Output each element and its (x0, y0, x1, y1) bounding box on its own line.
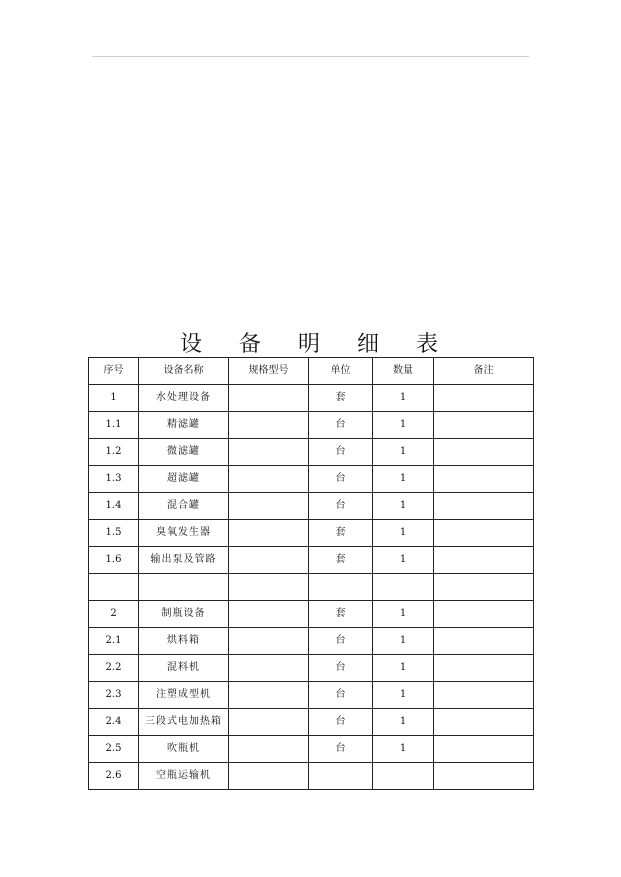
cell-seq: 1.6 (89, 547, 139, 574)
cell-name: 吹瓶机 (139, 736, 229, 763)
cell-spec (229, 385, 309, 412)
column-header-qty: 数量 (373, 358, 434, 385)
cell-qty: 1 (373, 736, 434, 763)
header-rule (92, 56, 529, 57)
cell-seq: 2.6 (89, 763, 139, 790)
cell-unit: 台 (309, 466, 373, 493)
table-row (89, 709, 534, 736)
cell-unit (309, 763, 373, 790)
cell-spec (229, 439, 309, 466)
cell-spec (229, 547, 309, 574)
cell-qty: 1 (373, 493, 434, 520)
column-header-unit: 单位 (309, 358, 373, 385)
column-header-note: 备注 (434, 358, 534, 385)
cell-name: 输出泵及管路 (139, 547, 229, 574)
table-row (89, 547, 534, 574)
cell-seq: 2.5 (89, 736, 139, 763)
cell-note (434, 628, 534, 655)
cell-unit: 套 (309, 547, 373, 574)
table-row (89, 682, 534, 709)
cell-unit: 台 (309, 655, 373, 682)
cell-note (434, 466, 534, 493)
cell-spec (229, 682, 309, 709)
cell-spec (229, 736, 309, 763)
table-row (89, 466, 534, 493)
cell-qty (373, 763, 434, 790)
cell-spec (229, 628, 309, 655)
cell-note (434, 763, 534, 790)
cell-seq: 1.1 (89, 412, 139, 439)
cell-note (434, 439, 534, 466)
cell-seq: 2.1 (89, 628, 139, 655)
cell-seq: 2.4 (89, 709, 139, 736)
equipment-table (88, 357, 534, 790)
cell-qty: 1 (373, 520, 434, 547)
cell-unit: 台 (309, 628, 373, 655)
cell-unit: 台 (309, 736, 373, 763)
cell-note (434, 601, 534, 628)
cell-qty: 1 (373, 412, 434, 439)
table-row (89, 493, 534, 520)
cell-name: 烘料箱 (139, 628, 229, 655)
cell-qty: 1 (373, 709, 434, 736)
cell-seq: 1.2 (89, 439, 139, 466)
cell-qty: 1 (373, 655, 434, 682)
cell-unit: 台 (309, 412, 373, 439)
cell-name: 超滤罐 (139, 466, 229, 493)
column-header-seq: 序号 (89, 358, 139, 385)
cell-spec (229, 412, 309, 439)
cell-unit: 套 (309, 520, 373, 547)
cell-spec (229, 601, 309, 628)
table-row (89, 439, 534, 466)
cell-name: 混料机 (139, 655, 229, 682)
cell-unit: 套 (309, 385, 373, 412)
cell-qty (373, 574, 434, 601)
cell-seq: 1.4 (89, 493, 139, 520)
cell-name (139, 574, 229, 601)
table-row (89, 385, 534, 412)
cell-spec (229, 655, 309, 682)
cell-seq: 1.5 (89, 520, 139, 547)
table-row (89, 628, 534, 655)
table-row (89, 655, 534, 682)
cell-spec (229, 493, 309, 520)
table-header-row (89, 358, 534, 385)
cell-note (434, 709, 534, 736)
cell-spec (229, 520, 309, 547)
cell-name: 水处理设备 (139, 385, 229, 412)
cell-qty: 1 (373, 682, 434, 709)
cell-name: 注塑成型机 (139, 682, 229, 709)
cell-seq: 2 (89, 601, 139, 628)
cell-qty: 1 (373, 385, 434, 412)
cell-unit: 台 (309, 439, 373, 466)
cell-name: 制瓶设备 (139, 601, 229, 628)
cell-seq (89, 574, 139, 601)
cell-qty: 1 (373, 547, 434, 574)
cell-seq: 2.2 (89, 655, 139, 682)
cell-name: 三段式电加热箱 (139, 709, 229, 736)
cell-note (434, 520, 534, 547)
cell-note (434, 682, 534, 709)
cell-qty: 1 (373, 601, 434, 628)
cell-name: 混合罐 (139, 493, 229, 520)
table-row (89, 412, 534, 439)
cell-note (434, 547, 534, 574)
cell-spec (229, 466, 309, 493)
cell-spec (229, 574, 309, 601)
cell-note (434, 385, 534, 412)
cell-spec (229, 763, 309, 790)
cell-unit: 台 (309, 682, 373, 709)
cell-name: 臭氧发生器 (139, 520, 229, 547)
column-header-spec: 规格型号 (229, 358, 309, 385)
table-row-empty (89, 574, 534, 601)
cell-seq: 2.3 (89, 682, 139, 709)
cell-unit: 套 (309, 601, 373, 628)
cell-note (434, 655, 534, 682)
cell-unit (309, 574, 373, 601)
table-row (89, 520, 534, 547)
cell-note (434, 736, 534, 763)
table-row (89, 601, 534, 628)
table-row (89, 736, 534, 763)
cell-seq: 1 (89, 385, 139, 412)
cell-unit: 台 (309, 709, 373, 736)
cell-qty: 1 (373, 439, 434, 466)
cell-note (434, 412, 534, 439)
cell-unit: 台 (309, 493, 373, 520)
cell-seq: 1.3 (89, 466, 139, 493)
cell-name: 空瓶运输机 (139, 763, 229, 790)
page-title: 设 备 明 细 表 (180, 332, 453, 357)
cell-name: 微滤罐 (139, 439, 229, 466)
cell-name: 精滤罐 (139, 412, 229, 439)
cell-note (434, 493, 534, 520)
cell-spec (229, 709, 309, 736)
column-header-name: 设备名称 (139, 358, 229, 385)
cell-note (434, 574, 534, 601)
table-row (89, 763, 534, 790)
cell-qty: 1 (373, 628, 434, 655)
cell-qty: 1 (373, 466, 434, 493)
